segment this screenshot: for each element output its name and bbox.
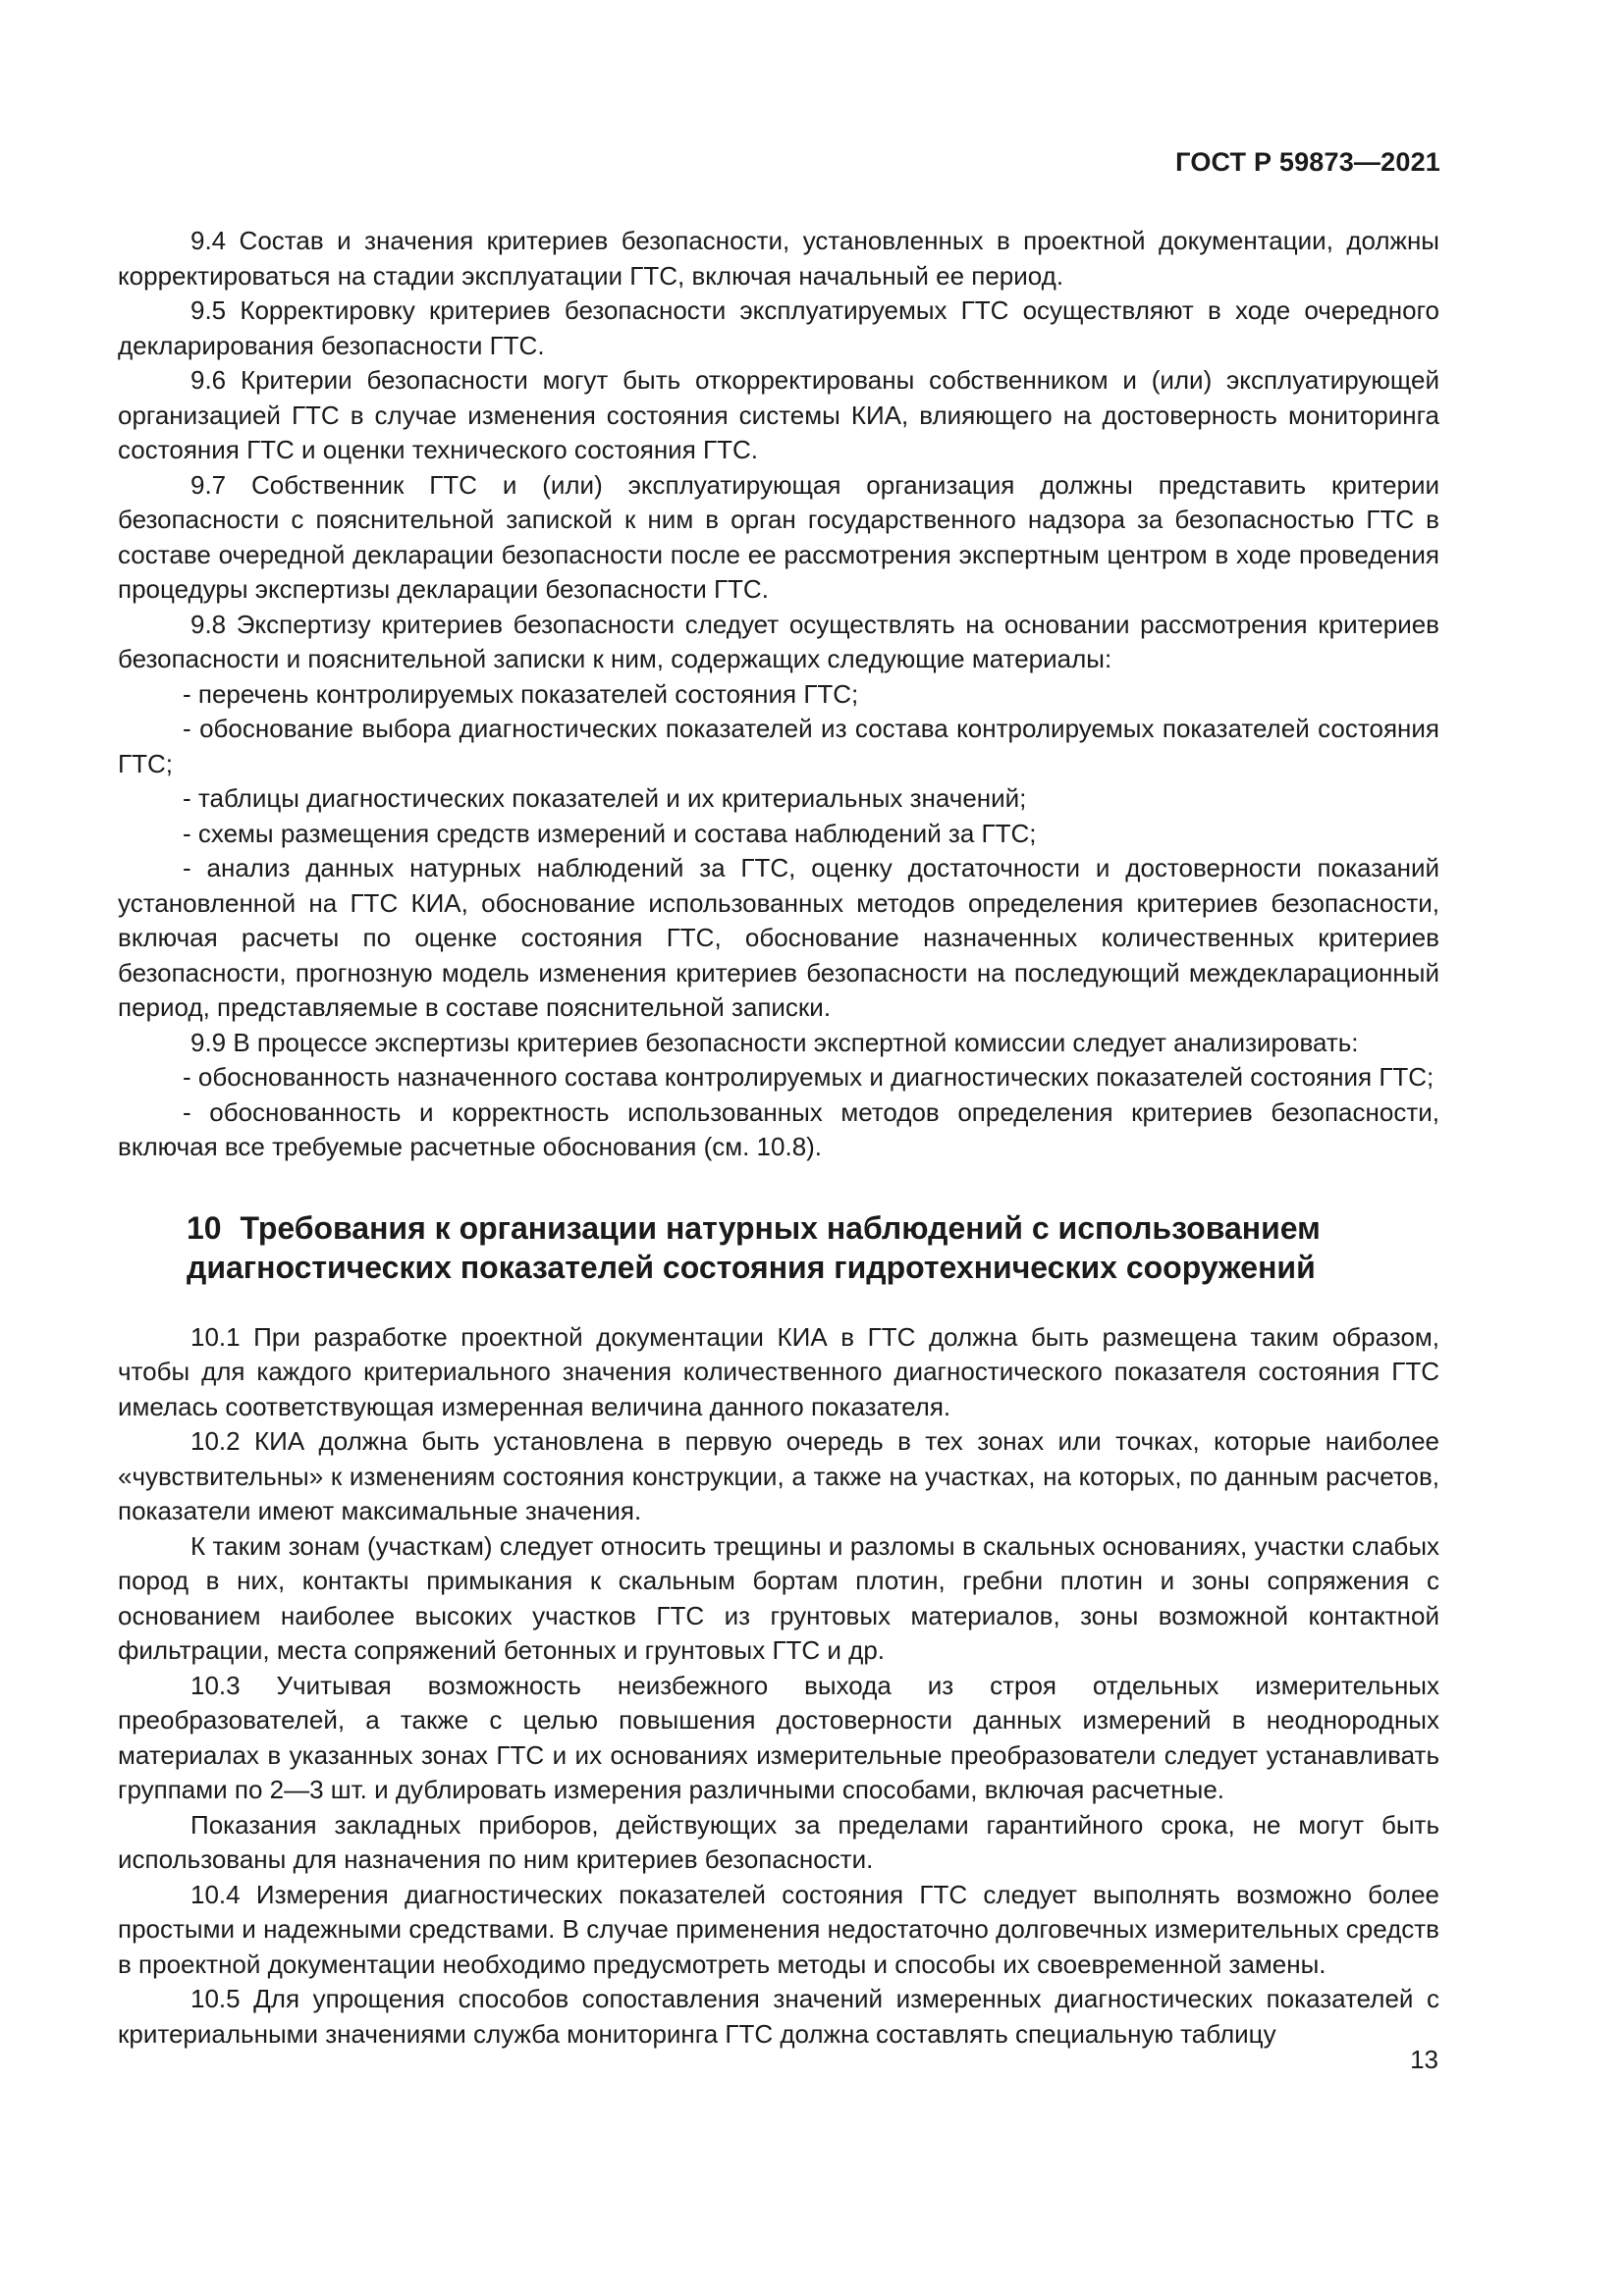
list-item-9-8-5: - анализ данных натурных наблюдений за ГТС, оценку достаточности и достоверности показаний установленной на ГТС КИА, обоснование использованных методов определения критериев безопасности, включая расчеты по оценке состояния ГТС, обоснование назначенных количественных критериев безопасности, прогнозную модель изменения критериев безопасности на последующий междекларационный период, представляемые в составе пояснительной записки.	[118, 853, 1439, 1022]
paragraph-10-5: 10.5 Для упрощения способов сопоставления значений измеренных диагностических показателей с критериальными значениями служба мониторинга ГТС должна составлять специальную таблицу	[118, 1984, 1439, 2049]
document-code-header: ГОСТ Р 59873—2021	[1175, 147, 1440, 177]
list-item-9-8-1: - перечень контролируемых показателей состояния ГТС;	[183, 678, 859, 709]
section-10-title: Требования к организации натурных наблюдений с использованием диагностических показателей состояния гидротехнических сооружений	[187, 1209, 1321, 1285]
paragraph-10-1: 10.1 При разработке проектной документации КИА в ГТС должна быть размещена таким образом, чтобы для каждого критериального значения количественного диагностического показателя состояния ГТС имелась соответствующая измеренная величина данного показателя.	[118, 1321, 1439, 1421]
list-item-9-8-3: - таблицы диагностических показателей и их критериальных значений;	[183, 783, 1027, 813]
paragraph-10-3: 10.3 Учитывая возможность неизбежного выхода из строя отдельных измерительных преобразователей, а также с целью повышения достоверности данных измерений в неоднородных материалах в указанных зонах ГТС и их основаниях измерительные преобразователи следует устанавливать группами по 2—3 шт. и дублировать измерения различными способами, включая расчетные.	[118, 1670, 1439, 1804]
paragraph-9-4: 9.4 Состав и значения критериев безопасности, установленных в проектной документации, должны корректироваться на стадии эксплуатации ГТС, включая начальный ее период.	[118, 226, 1439, 291]
paragraph-9-9: 9.9 В процессе экспертизы критериев безопасности экспертной комиссии следует анализировать:	[190, 1027, 1359, 1057]
section-10-heading	[118, 1208, 1439, 1287]
paragraph-10-3-continued: Показания закладных приборов, действующих за пределами гарантийного срока, не могут быть использованы для назначения по ним критериев безопасности.	[118, 1809, 1439, 1874]
document-body	[118, 224, 1439, 2052]
paragraph-10-2-continued: К таким зонам (участкам) следует относить трещины и разломы в скальных основаниях, участки слабых пород в них, контакты примыкания к скальным бортам плотин, гребни плотин и зоны сопряжения с основанием наиболее высоких участков ГТС из грунтовых материалов, зоны возможной контактной фильтрации, места сопряжений бетонных и грунтовых ГТС и др.	[118, 1530, 1439, 1665]
list-item-9-9-2: - обоснованность и корректность использованных методов определения критериев безопасности, включая все требуемые расчетные обоснования (см. 10.8).	[118, 1096, 1439, 1161]
page-number: 13	[1410, 2045, 1438, 2074]
section-10-number: 10	[187, 1209, 222, 1246]
paragraph-9-7: 9.7 Собственник ГТС и (или) эксплуатирующая организация должны представить критерии безопасности с пояснительной запиской к ним в орган государственного надзора за безопасностью ГТС в составе очередной декларации безопасности после ее рассмотрения экспертным центром в ходе проведения процедуры экспертизы декларации безопасности ГТС.	[118, 469, 1439, 604]
list-item-9-9-1: - обоснованность назначенного состава контролируемых и диагностических показателей состояния ГТС;	[183, 1062, 1435, 1092]
paragraph-9-5: 9.5 Корректировку критериев безопасности эксплуатируемых ГТС осуществляют в ходе очередного декларирования безопасности ГТС.	[118, 295, 1439, 360]
paragraph-9-8: 9.8 Экспертизу критериев безопасности следует осуществлять на основании рассмотрения критериев безопасности и пояснительной записки к ним, содержащих следующие материалы:	[118, 609, 1439, 673]
list-item-9-8-4: - схемы размещения средств измерений и состава наблюдений за ГТС;	[183, 818, 1037, 848]
paragraph-10-4: 10.4 Измерения диагностических показателей состояния ГТС следует выполнять возможно более простыми и надежными средствами. В случае применения недостаточно долговечных измерительных средств в проектной документации необходимо предусмотреть методы и способы их своевременной замены.	[118, 1879, 1439, 1979]
list-item-9-8-2: - обоснование выбора диагностических показателей из состава контролируемых показателей состояния ГТС;	[118, 714, 1439, 778]
paragraph-10-2: 10.2 КИА должна быть установлена в первую очередь в тех зонах или точках, которые наиболее «чувствительны» к изменениям состояния конструкции, а также на участках, на которых, по данным расчетов, показатели имеют максимальные значения.	[118, 1426, 1439, 1525]
paragraph-9-6: 9.6 Критерии безопасности могут быть откорректированы собственником и (или) эксплуатирующей организацией ГТС в случае изменения состояния системы КИА, влияющего на достоверность мониторинга состояния ГТС и оценки технического состояния ГТС.	[118, 365, 1439, 464]
